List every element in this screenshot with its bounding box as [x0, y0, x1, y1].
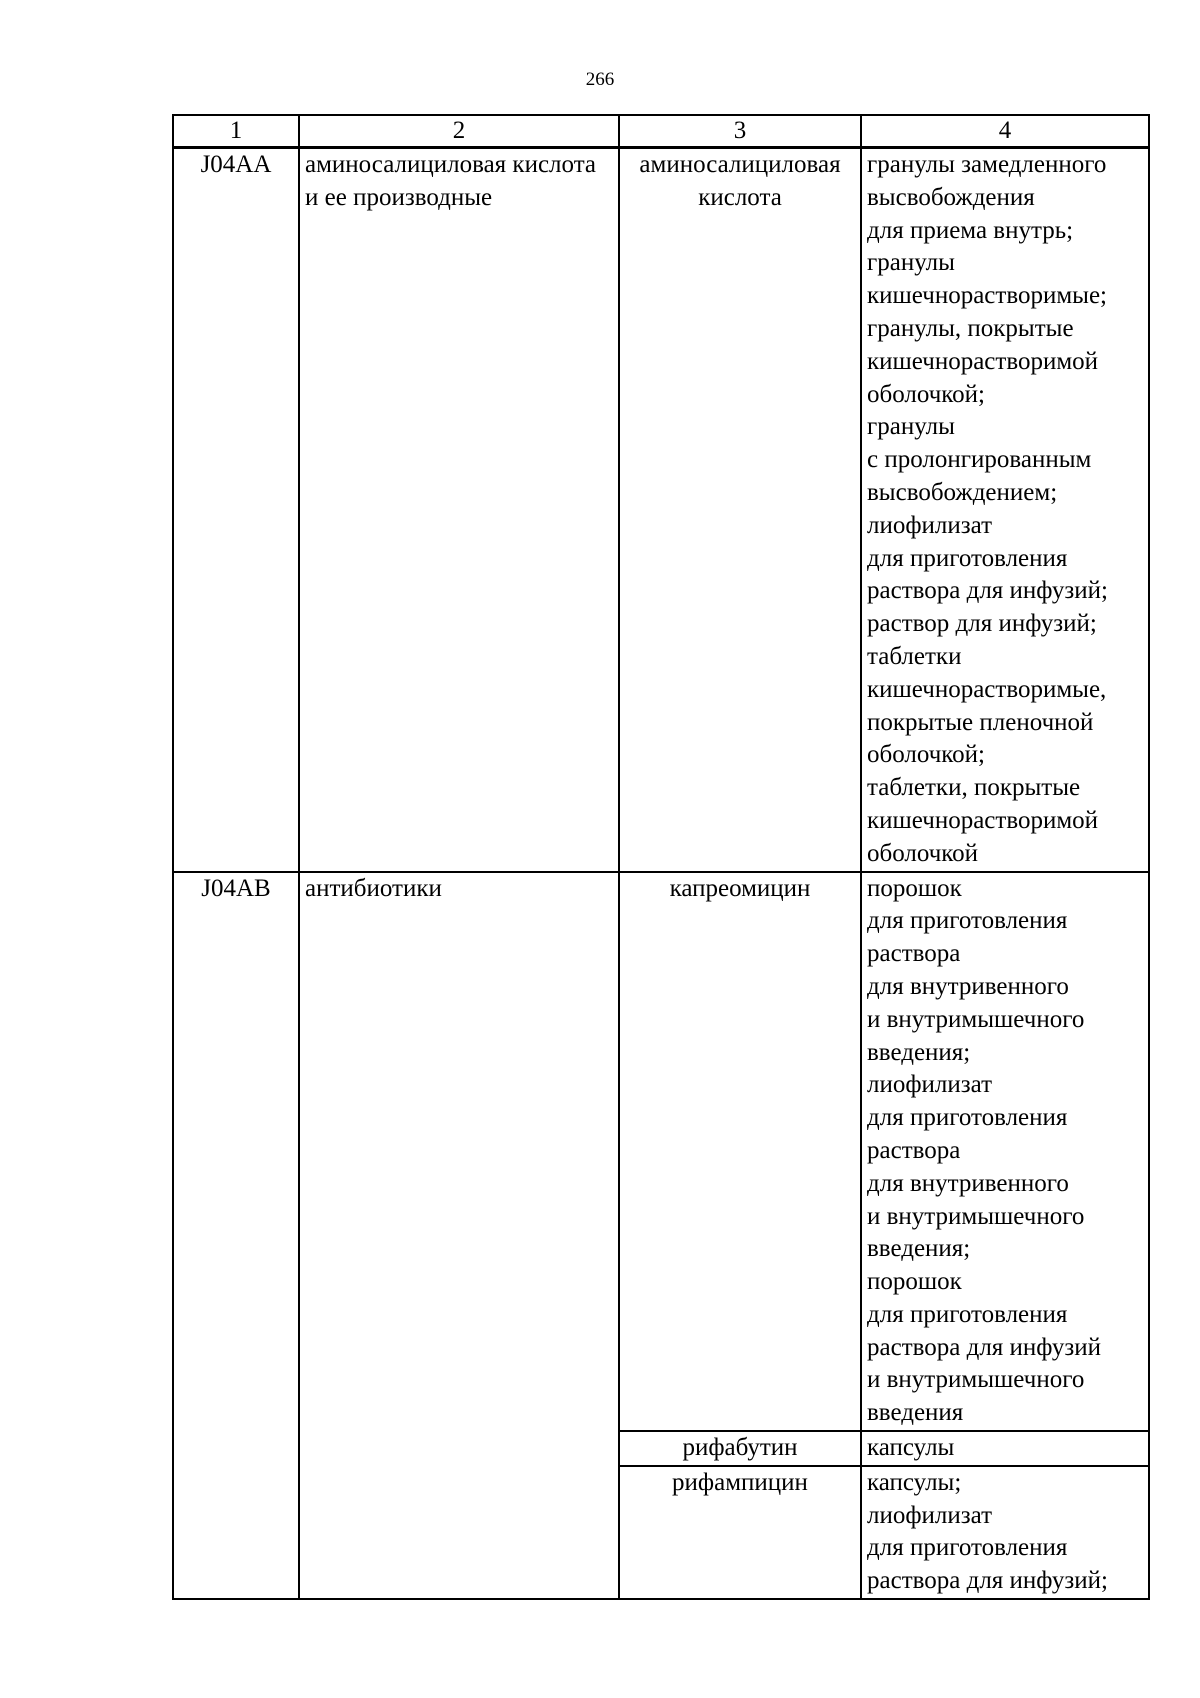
page-number: 266 [585, 69, 615, 90]
dosage-forms-cell: порошок для приготовления раствора для внутривенного и внутримышечного введения; лиофилизат для приготовления раствора для внутривенного и внутримышечного введения; порошок для приготовления раствора для инфузий и внутримышечного введения [861, 872, 1149, 1432]
column-header-3: 3 [619, 115, 861, 148]
table-row [173, 872, 1149, 1432]
drug-name-cell: капреомицин [619, 872, 861, 1432]
dosage-forms-cell: капсулы; лиофилизат для приготовления раствора для инфузий; [861, 1466, 1149, 1599]
atc-code-cell: J04AA [173, 148, 299, 872]
drug-name-cell: аминосалициловая кислота [619, 148, 861, 872]
column-header-1: 1 [173, 115, 299, 148]
drug-name-cell: рифампицин [619, 1466, 861, 1599]
drug-table [172, 114, 1150, 1600]
group-name-cell: антибиотики [299, 872, 619, 1600]
group-name-cell: аминосалициловая кислота и ее производные [299, 148, 619, 872]
atc-code-cell: J04AB [173, 872, 299, 1600]
dosage-forms-cell: капсулы [861, 1431, 1149, 1466]
dosage-forms-cell: гранулы замедленного высвобождения для приема внутрь; гранулы кишечнорастворимые; гранулы, покрытые кишечнорастворимой оболочкой; гранулы с пролонгированным высвобождением; лиофилизат для приготовления раствора для инфузий; раствор для инфузий; таблетки кишечнорастворимые, покрытые пленочной оболочкой; таблетки, покрытые кишечнорастворимой оболочкой [861, 148, 1149, 872]
column-header-4: 4 [861, 115, 1149, 148]
drug-name-cell: рифабутин [619, 1431, 861, 1466]
table-row [173, 148, 1149, 872]
column-header-2: 2 [299, 115, 619, 148]
table-header-row [173, 115, 1149, 148]
